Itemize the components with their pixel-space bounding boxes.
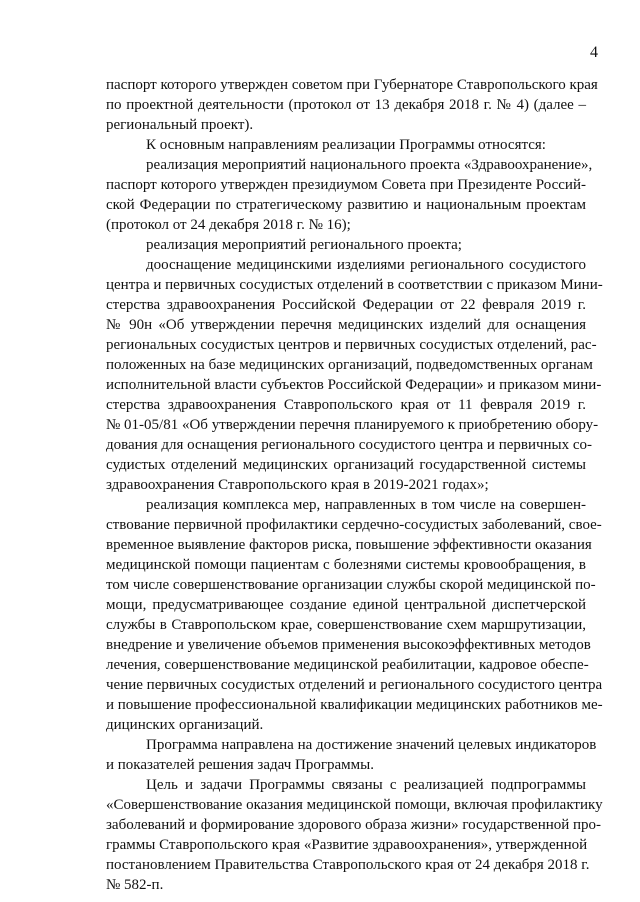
text-line: реализация мероприятий национального проекта «Здравоохранение»,	[146, 157, 593, 173]
text-line: медицинской помощи пациентам с болезнями системы кровообращения, в	[106, 557, 586, 573]
text-line: региональных сосудистых центров и первичных сосудистых отделений, рас-	[106, 337, 597, 353]
text-line: дооснащение медицинскими изделиями регионального сосудистого	[146, 257, 586, 273]
text-line: ствование первичной профилактики сердечно-сосудистых заболеваний, свое-	[106, 517, 602, 533]
text-line: стерства здравоохранения Ставропольского края от 11 февраля 2019 г.	[106, 397, 586, 413]
text-line: судистых отделений медицинских организаций государственной системы	[106, 457, 586, 473]
text-line: мощи, предусматривающее создание единой центральной диспетчерской	[106, 597, 586, 613]
page-number: 4	[590, 44, 598, 61]
text-line: внедрение и увеличение объемов применения высокоэффективных методов	[106, 637, 591, 653]
text-line: Программа направлена на достижение значений целевых индикаторов	[146, 737, 597, 753]
text-line: К основным направлениям реализации Программы относятся:	[146, 137, 546, 153]
text-line: и показателей решения задач Программы.	[106, 757, 374, 773]
text-line: реализация комплекса мер, направленных в том числе на совершен-	[146, 497, 586, 513]
text-line: лечения, совершенствование медицинской реабилитации, кадровое обеспе-	[106, 657, 589, 673]
text-line: региональный проект).	[106, 117, 254, 133]
text-line: (протокол от 24 декабря 2018 г. № 16);	[106, 217, 351, 233]
text-line: паспорт которого утвержден советом при Губернаторе Ставропольского края	[106, 77, 598, 93]
text-line: стерства здравоохранения Российской Федерации от 22 февраля 2019 г.	[106, 297, 586, 313]
text-line: Цель и задачи Программы связаны с реализацией подпрограммы	[146, 777, 586, 793]
text-line: «Совершенствование оказания медицинской помощи, включая профилактику	[106, 797, 603, 813]
text-line: том числе совершенствование организации службы скорой медицинской по-	[106, 577, 596, 593]
text-line: № 90н «Об утверждении перечня медицинских изделий для оснащения	[106, 317, 586, 333]
text-line: положенных на базе медицинских организаций, подведомственных органам	[106, 357, 593, 373]
text-line: заболеваний и формирование здорового образа жизни» государственной про-	[106, 817, 602, 833]
text-line: по проектной деятельности (протокол от 13 декабря 2018 г. № 4) (далее –	[106, 97, 586, 113]
text-line: временное выявление факторов риска, повышение эффективности оказания	[106, 537, 592, 553]
text-line: дования для оснащения регионального сосудистого центра и первичных со-	[106, 437, 593, 453]
text-line: и повышение профессиональной квалификации медицинских работников ме-	[106, 697, 603, 713]
text-line: исполнительной власти субъектов Российской Федерации» и приказом мини-	[106, 377, 602, 393]
text-line: центра и первичных сосудистых отделений в соответствии с приказом Мини-	[106, 277, 603, 293]
text-line: № 582-п.	[106, 877, 164, 893]
text-line: здравоохранения Ставропольского края в 2019-2021 годах»;	[106, 477, 489, 493]
text-line: граммы Ставропольского края «Развитие здравоохранения», утвержденной	[106, 837, 588, 853]
text-line: дицинских организаций.	[106, 717, 264, 733]
text-line: службы в Ставропольском крае, совершенствование схем маршрутизации,	[106, 617, 586, 633]
text-line: ской Федерации по стратегическому развитию и национальным проектам	[106, 197, 586, 213]
text-line: реализация мероприятий регионального проекта;	[146, 237, 462, 253]
text-line: паспорт которого утвержден президиумом Совета при Президенте Россий-	[106, 177, 586, 193]
text-line: постановлением Правительства Ставропольского края от 24 декабря 2018 г.	[106, 857, 590, 873]
text-line: чение первичных сосудистых отделений и регионального сосудистого центра	[106, 677, 603, 693]
text-line: № 01-05/81 «Об утверждении перечня планируемого к приобретению обору-	[106, 417, 599, 433]
